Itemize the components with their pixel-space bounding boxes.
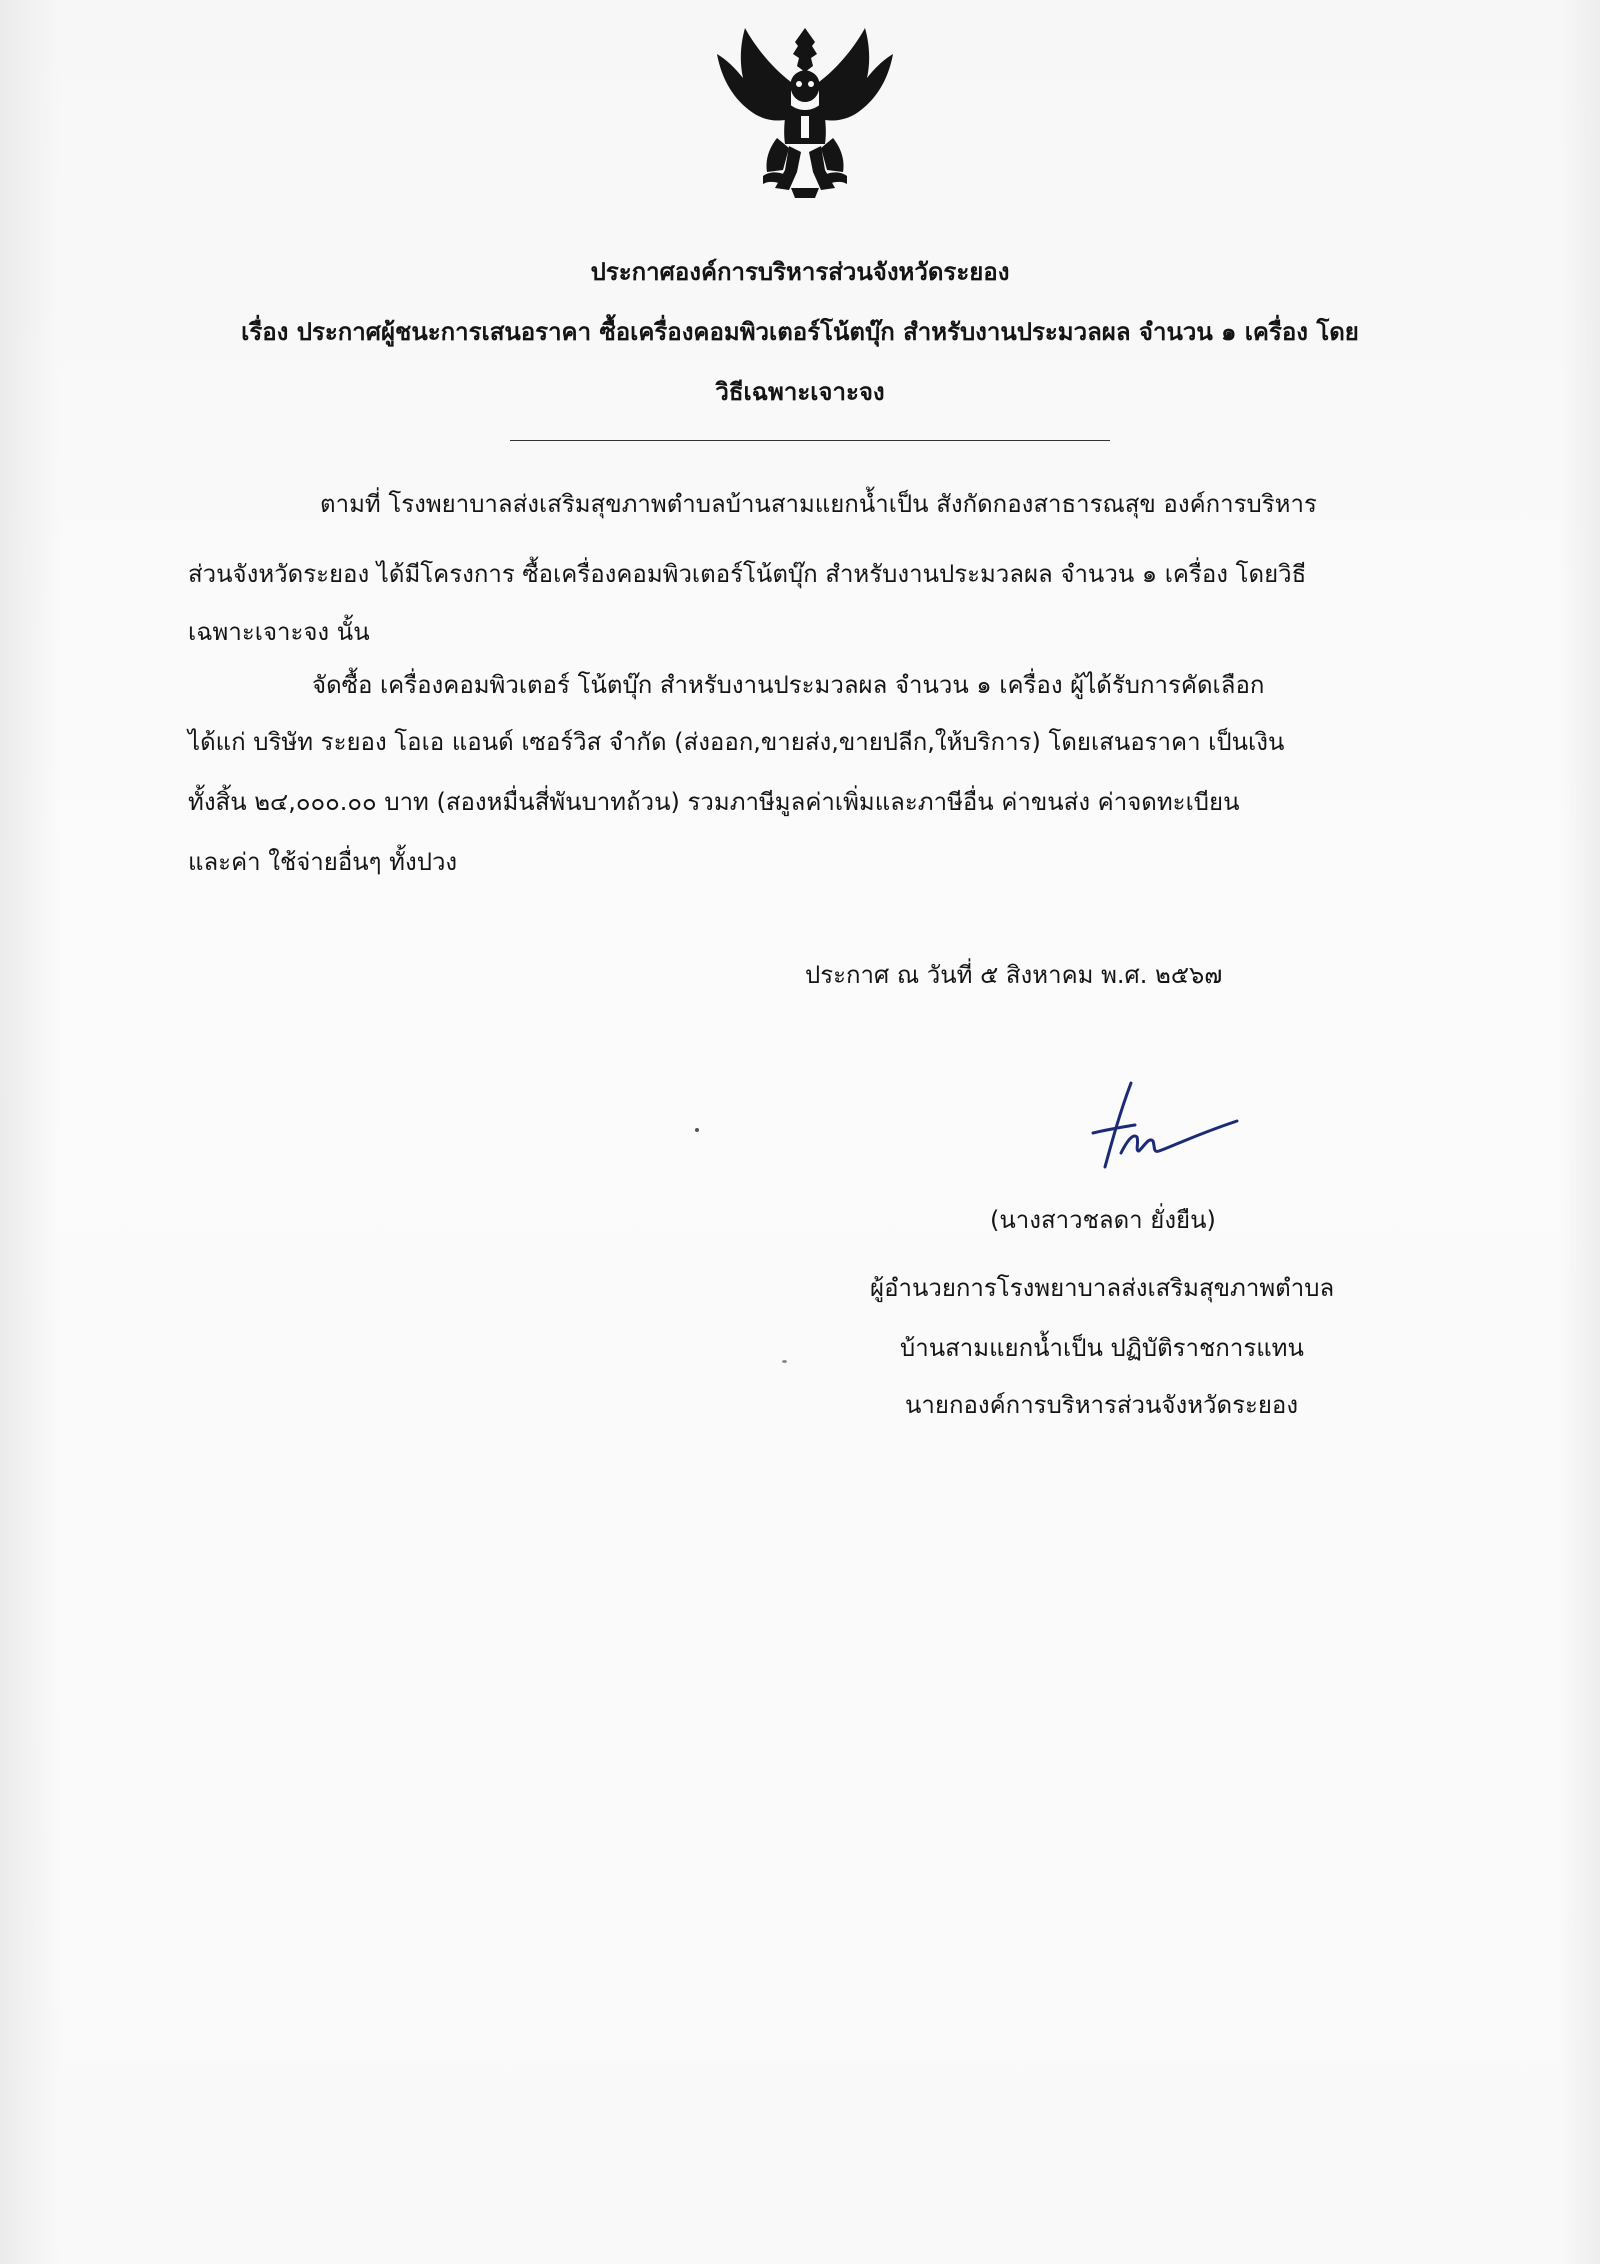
paragraph-2-line-4: และค่า ใช้จ่ายอื่นๆ ทั้งปวง (188, 848, 458, 876)
scan-speck (782, 1360, 787, 1363)
garuda-emblem-icon (705, 20, 905, 205)
paragraph-2-line-3: ทั้งสิ้น ๒๔,๐๐๐.๐๐ บาท (สองหมื่นสี่พันบาทถ้วน) รวมภาษีมูลค่าเพิ่มและภาษีอื่น ค่าขนส่ง ค่าจดทะเบียน (188, 788, 1240, 816)
signatory-position-line-2: บ้านสามแยกน้ำเป็น ปฏิบัติราชการแทน (900, 1334, 1304, 1362)
announcement-subject-line-1: เรื่อง ประกาศผู้ชนะการเสนอราคา ซื้อเครื่องคอมพิวเตอร์โน้ตบุ๊ก สำหรับงานประมวลผล จำนวน ๑ เครื่อง โดย (241, 318, 1359, 346)
paragraph-1-line-2: ส่วนจังหวัดระยอง ได้มีโครงการ ซื้อเครื่องคอมพิวเตอร์โน้ตบุ๊ก สำหรับงานประมวลผล จำนวน ๑ เครื่อง โดยวิธี (188, 560, 1307, 588)
announcement-subject-line-2: วิธีเฉพาะเจาะจง (715, 378, 885, 406)
paragraph-2-line-1: จัดซื้อ เครื่องคอมพิวเตอร์ โน้ตบุ๊ก สำหรับงานประมวลผล จำนวน ๑ เครื่อง ผู้ได้รับการคัดเลือก (312, 671, 1265, 699)
paragraph-2-line-2: ได้แก่ บริษัท ระยอง โอเอ แอนด์ เซอร์วิส จำกัด (ส่งออก,ขายส่ง,ขายปลีก,ให้บริการ) โดยเสนอราคา เป็นเงิน (188, 728, 1285, 756)
signatory-name: (นางสาวชลดา ยั่งยืน) (990, 1206, 1216, 1234)
signatory-position-line-3: นายกองค์การบริหารส่วนจังหวัดระยอง (905, 1391, 1299, 1419)
announcement-date: ประกาศ ณ วันที่ ๕ สิงหาคม พ.ศ. ๒๕๖๗ (805, 961, 1223, 989)
paragraph-1-line-3: เฉพาะเจาะจง นั้น (188, 618, 370, 646)
paragraph-1-line-1: ตามที่ โรงพยาบาลส่งเสริมสุขภาพตำบลบ้านสามแยกน้ำเป็น สังกัดกองสาธารณสุข องค์การบริหาร (320, 490, 1317, 518)
heading-divider (510, 440, 1110, 441)
handwritten-signature-icon (1075, 1075, 1245, 1175)
signatory-position-line-1: ผู้อำนวยการโรงพยาบาลส่งเสริมสุขภาพตำบล (870, 1274, 1335, 1302)
announcement-heading: ประกาศองค์การบริหารส่วนจังหวัดระยอง (590, 258, 1010, 286)
scan-speck (695, 1128, 699, 1132)
